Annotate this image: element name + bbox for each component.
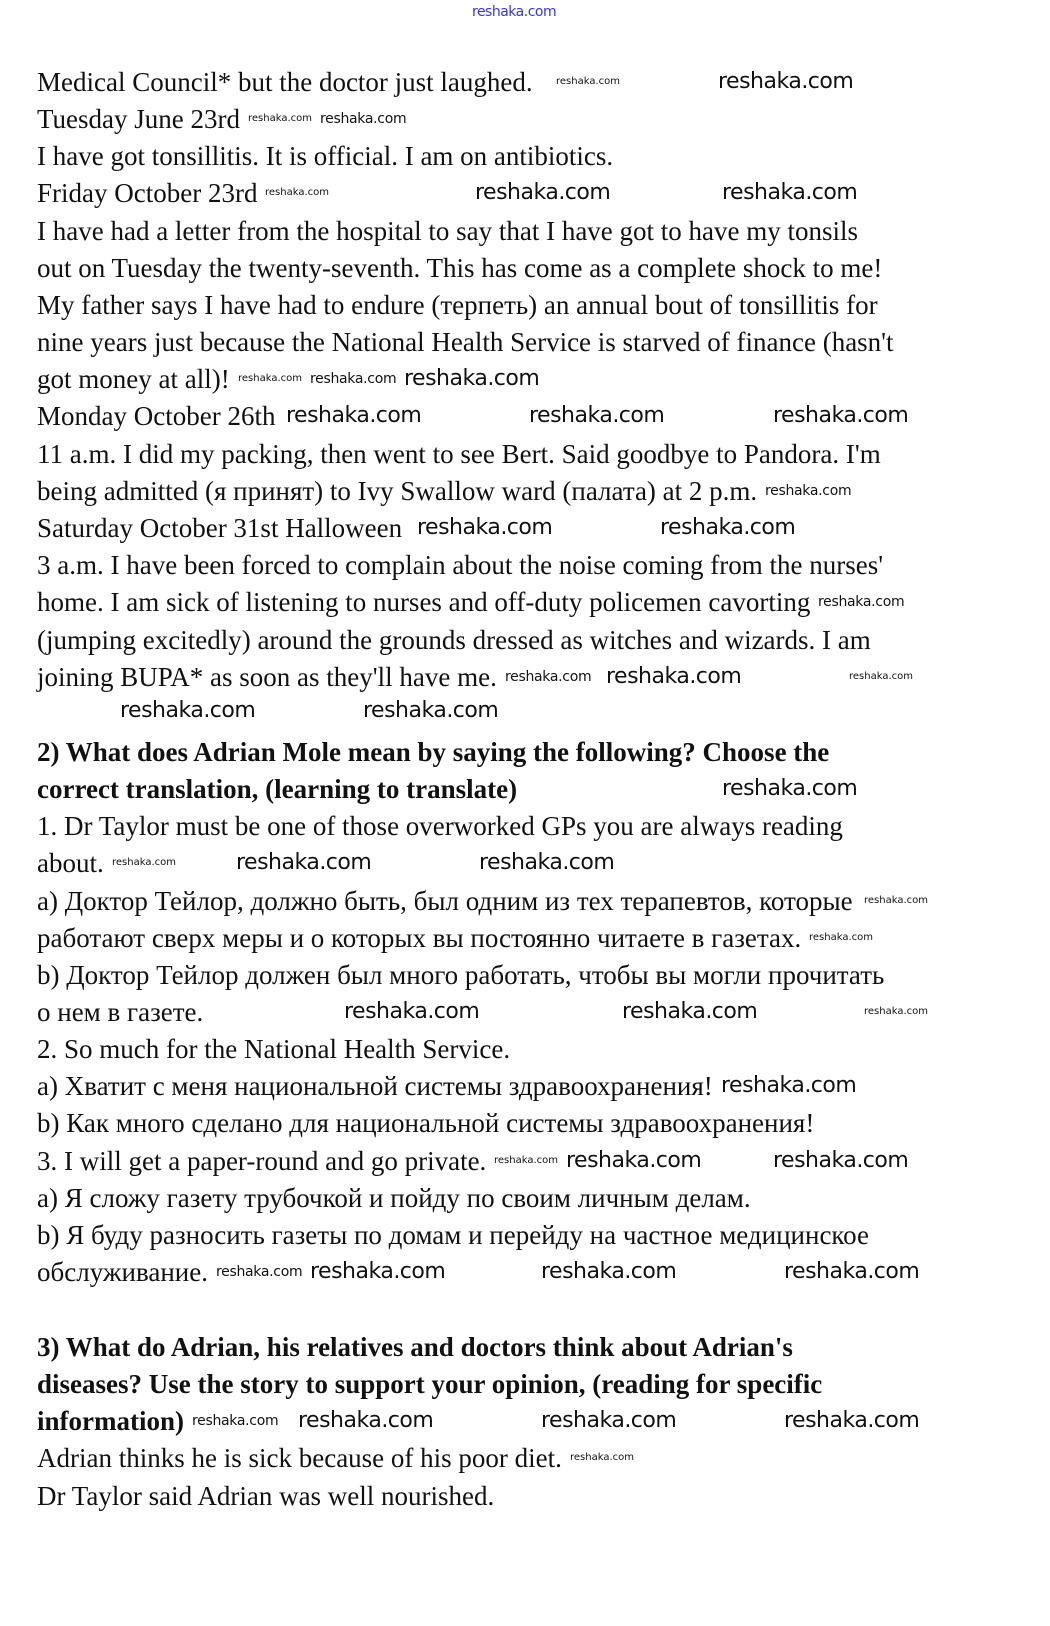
text-line [37, 661, 1037, 693]
watermark: reshaka.com [298, 1408, 434, 1433]
watermark: reshaka.com [784, 1408, 920, 1433]
line-text: correct translation, (learning to translate) [37, 774, 518, 804]
line-text: Friday October 23rd [37, 178, 258, 208]
watermark: reshaka.com [722, 776, 858, 801]
line-text: joining BUPA* as soon as they'll have me. [37, 662, 497, 692]
watermark: reshaka.com [864, 1006, 928, 1017]
line-text: Adrian thinks he is sick because of his poor diet. [37, 1443, 562, 1473]
text-line [37, 252, 1037, 284]
text-line [37, 103, 1037, 135]
watermark: reshaka.com [310, 371, 397, 387]
watermark: reshaka.com [809, 932, 873, 943]
text-line [37, 400, 1037, 432]
watermark: reshaka.com [120, 698, 256, 723]
line-text: I have had a letter from the hospital to say that I have got to have my tonsils [37, 216, 859, 246]
text-line [37, 1107, 1037, 1139]
watermark: reshaka.com [622, 999, 758, 1024]
text-line [37, 177, 1037, 209]
line-text: information) [37, 1406, 184, 1436]
text-line [37, 1145, 1037, 1177]
line-text: Medical Council* but the doctor just laughed. [37, 67, 533, 97]
line-text: 1. Dr Taylor must be one of those overworked GPs you are always reading [37, 811, 843, 841]
watermark: reshaka.com [570, 1452, 634, 1463]
watermark: reshaka.com [479, 850, 615, 875]
watermark: reshaka.com [417, 515, 553, 540]
watermark: reshaka.com [566, 1148, 702, 1173]
line-text: 3 a.m. I have been forced to complain about the noise coming from the nurses' [37, 550, 884, 580]
watermark: reshaka.com [529, 403, 665, 428]
watermark: reshaka.com [765, 483, 852, 499]
line-text: a) Я сложу газету трубочкой и пойду по своим личным делам. [37, 1183, 751, 1213]
text-line [37, 215, 1037, 247]
line-text: 11 a.m. I did my packing, then went to see Bert. Said goodbye to Pandora. I'm [37, 439, 881, 469]
line-text: 2) What does Adrian Mole mean by saying the following? Choose the [37, 737, 830, 767]
question-heading-line [37, 1405, 1037, 1437]
text-line [37, 996, 1037, 1028]
line-text: home. I am sick of listening to nurses and off-duty policemen cavorting [37, 587, 811, 617]
line-text: Tuesday June 23rd [37, 104, 241, 134]
line-text: b) Я буду разносить газеты по домам и перейду на частное медицинское [37, 1220, 869, 1250]
line-text: работают сверх меры и о которых вы постоянно читаете в газетах. [37, 923, 802, 953]
line-text: I have got tonsillitis. It is official. I am on antibiotics. [37, 141, 614, 171]
line-text: 3) What do Adrian, his relatives and doctors think about Adrian's [37, 1332, 793, 1362]
text-line [37, 810, 1037, 842]
line-text: nine years just because the National Health Service is starved of finance (hasn't [37, 327, 894, 357]
text-line [37, 1442, 1037, 1474]
line-text: My father says I have had to endure (терпеть) an annual bout of tonsillitis for [37, 290, 878, 320]
question-heading-line [37, 1331, 1037, 1363]
text-line [37, 1219, 1037, 1251]
watermark: reshaka.com [216, 1264, 303, 1280]
watermark: reshaka.com [286, 403, 422, 428]
watermark: reshaka.com [606, 664, 742, 689]
watermark: reshaka.com [541, 1408, 677, 1433]
line-text: Saturday October 31st Halloween [37, 513, 403, 543]
text-line [37, 922, 1037, 954]
watermark: reshaka.com [864, 895, 928, 906]
text-line [37, 475, 1037, 507]
line-text: b) Как много сделано для национальной системы здравоохранения! [37, 1108, 815, 1138]
text-line [37, 624, 1037, 656]
watermark: reshaka.com [344, 999, 480, 1024]
text-line [37, 289, 1037, 321]
watermark: reshaka.com [238, 373, 302, 384]
watermark: reshaka.com [773, 1148, 909, 1173]
header-watermark: reshaka.com [472, 4, 557, 20]
watermark: reshaka.com [660, 515, 796, 540]
line-text: 2. So much for the National Health Service. [37, 1034, 511, 1064]
text-line [37, 586, 1037, 618]
text-line [37, 363, 1037, 395]
text-line [37, 66, 1037, 98]
text-line [37, 326, 1037, 358]
text-line [37, 959, 1037, 991]
text-line [37, 140, 1037, 172]
line-text: 3. I will get a paper-round and go private. [37, 1146, 487, 1176]
line-text: о нем в газете. [37, 997, 204, 1027]
line-text: got money at all)! [37, 364, 230, 394]
line-text: out on Tuesday the twenty-seventh. This has come as a complete shock to me! [37, 253, 883, 283]
text-line [37, 1480, 1037, 1512]
line-text: (jumping excitedly) around the grounds dressed as witches and wizards. I am [37, 625, 871, 655]
watermark: reshaka.com [541, 1259, 677, 1284]
text-line [37, 438, 1037, 470]
watermark: reshaka.com [556, 76, 620, 87]
watermark: reshaka.com [721, 1073, 857, 1098]
watermark: reshaka.com [718, 69, 854, 94]
watermark: reshaka.com [722, 180, 858, 205]
line-text: about. [37, 848, 104, 878]
text-line [37, 885, 1037, 917]
watermark-row [37, 699, 1037, 723]
text-line [37, 1033, 1037, 1065]
question-heading-line [37, 773, 1037, 805]
watermark: reshaka.com [248, 113, 312, 124]
line-text: обслуживание. [37, 1257, 208, 1287]
line-text: a) Доктор Тейлор, должно быть, был одним из тех терапевтов, которые [37, 886, 853, 916]
watermark: reshaka.com [404, 366, 540, 391]
line-text: b) Доктор Тейлор должен был много работать, чтобы вы могли прочитать [37, 960, 885, 990]
watermark: reshaka.com [265, 187, 329, 198]
text-line [37, 549, 1037, 581]
line-text: being admitted (я принят) to Ivy Swallow ward (палата) at 2 p.m. [37, 476, 758, 506]
watermark: reshaka.com [236, 850, 372, 875]
line-text: a) Хватит с меня национальной системы здравоохранения! [37, 1071, 713, 1101]
line-text: diseases? Use the story to support your opinion, (reading for specific [37, 1369, 823, 1399]
watermark: reshaka.com [505, 669, 592, 685]
question-heading-line [37, 736, 1037, 768]
watermark: reshaka.com [773, 403, 909, 428]
watermark: reshaka.com [818, 594, 905, 610]
question-heading-line [37, 1368, 1037, 1400]
text-line [37, 1070, 1037, 1102]
line-text: Monday October 26th [37, 401, 276, 431]
watermark: reshaka.com [320, 111, 407, 127]
watermark: reshaka.com [192, 1413, 279, 1429]
watermark: reshaka.com [784, 1259, 920, 1284]
watermark: reshaka.com [112, 857, 176, 868]
line-text: Dr Taylor said Adrian was well nourished. [37, 1481, 495, 1511]
watermark: reshaka.com [363, 698, 499, 723]
watermark: reshaka.com [494, 1155, 558, 1166]
text-line [37, 1256, 1037, 1288]
watermark: reshaka.com [475, 180, 611, 205]
text-line [37, 512, 1037, 544]
watermark: reshaka.com [310, 1259, 446, 1284]
text-line [37, 1182, 1037, 1214]
watermark: reshaka.com [849, 671, 913, 682]
text-line [37, 847, 1037, 879]
